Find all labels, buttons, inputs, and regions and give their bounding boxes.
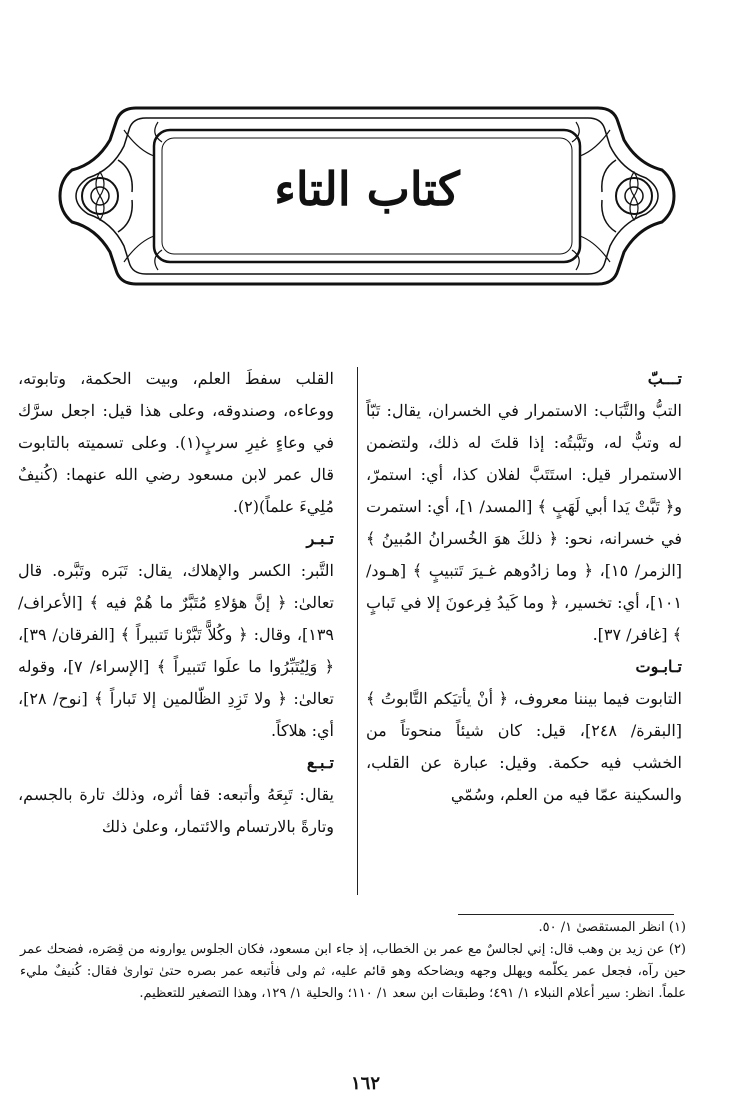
left-column [18, 363, 334, 903]
chapter-title: كتاب التاء [274, 162, 460, 216]
entry-heading: تـبـع [306, 753, 334, 772]
entry-text: القلب سفطَ العلم، وبيت الحكمة، وتابوته، ووعاءه، وصندوقه، وعلى هذا قيل: اجعل سرَّك في وعاءٍ غيرِ سربٍ(١). وعلى تسميته بالتابوت قال عمر لابن مسعود رضي الله عنهما: (كُنيفٌ مُلِيءَ علماً)(٢). [18, 369, 334, 516]
footnote: (١) انظر المستقصىٰ ١/ ٥٠. [538, 920, 686, 935]
entry-text: التابوت فيما بيننا معروف، ﴿ أنْ يأتيَكم التَّابوتُ ﴾ [البقرة/ ٢٤٨]، قيل: كان شيئاً منحوتاً من الخشب فيه حكمة. وقيل: عبارة عن القلب، والسكينة عمّا فيه من العلم، وسُمّي [366, 689, 682, 804]
entry-heading: تـبـر [306, 529, 334, 548]
footnotes [20, 917, 686, 1005]
page-number: ١٦٢ [350, 1073, 380, 1094]
footnote-divider [458, 914, 674, 915]
entry-heading: تـابـوت [635, 657, 682, 676]
entry-text: التَّبر: الكسر والإهلاك، يقال: تَبَره وتَبَّره. قال تعالىٰ: ﴿ إنَّ هؤلاءِ مُتَبَّرٌ ما هُمْ فيه ﴾ [الأعراف/ ١٣٩]، وقال: ﴿ وكُلاًّ تَبَّرْنا تَتبيراً ﴾ [الفرقان/ ٣٩]، ﴿ وَلِيُتَبِّرُوا ما علَوا تَتبيراً ﴾ [الإسراء/ ٧]، وقوله تعالىٰ: ﴿ ولا تَزِدِ الظّالمين إلا تَباراً ﴾ [نوح/ ٢٨]، أي: هلاكاً. [18, 561, 334, 740]
column-divider [357, 367, 358, 895]
footnote: (٢) عن زيد بن وهب قال: إني لجالسٌ مع عمر بن الخطاب، إذ جاء ابن مسعود، فكان الجلوس يوارونه من قِصَره، فضحك عمر حين رآه، فجعل عمر يكلّمه ويهلل وجهه ويضاحكه وهو قائم عليه، ثم ولى فأتبعه عمر بصره حتىٰ توارىٰ فقال: كُنيفٌ مليء علماً. انظر: سير أعلام النبلاء ١/ ٤٩١؛ وطبقات ابن سعد ١/ ١١٠؛ والحلية ١/ ١٢٩، وهذا التصغير للتعظيم. [20, 942, 686, 1001]
right-column [366, 363, 682, 903]
entry-heading: تـــبّ [647, 369, 682, 388]
chapter-header-ornament [58, 100, 676, 292]
body-columns [0, 363, 731, 903]
entry-text: يقال: تَبِعَهُ وأتبعه: قفا أثره، وذلك تارة بالجسم، وتارةً بالارتسام والائتمار، وعلىٰ ذلك [18, 785, 334, 836]
entry-text: التبُّ والتَّبَاب: الاستمرار في الخسران، يقال: تَبّاً له وتبٌّ له، وتَبَّبتُه: إذا قلتَ له ذلك، ولتضمن الاستمرار قيل: استَتَبَّ لفلان كذا، أي: استمرّ، و﴿ تَبَّتْ يَدا أبي لَهَبٍ ﴾ [المسد/ ١]، أي: استمرت في خسرانه، نحو: ﴿ ذلكَ هوَ الخُسرانُ المُبينُ ﴾ [الزمر/ ١٥]، ﴿ وما زادُوهم غـيرَ تَتبيبٍ ﴾ [هـود/ ١٠١]، أي: تخسير، ﴿ وما كَيدُ فِرعونَ إلا في تَبابٍ ﴾ [غافر/ ٣٧]. [366, 401, 682, 644]
